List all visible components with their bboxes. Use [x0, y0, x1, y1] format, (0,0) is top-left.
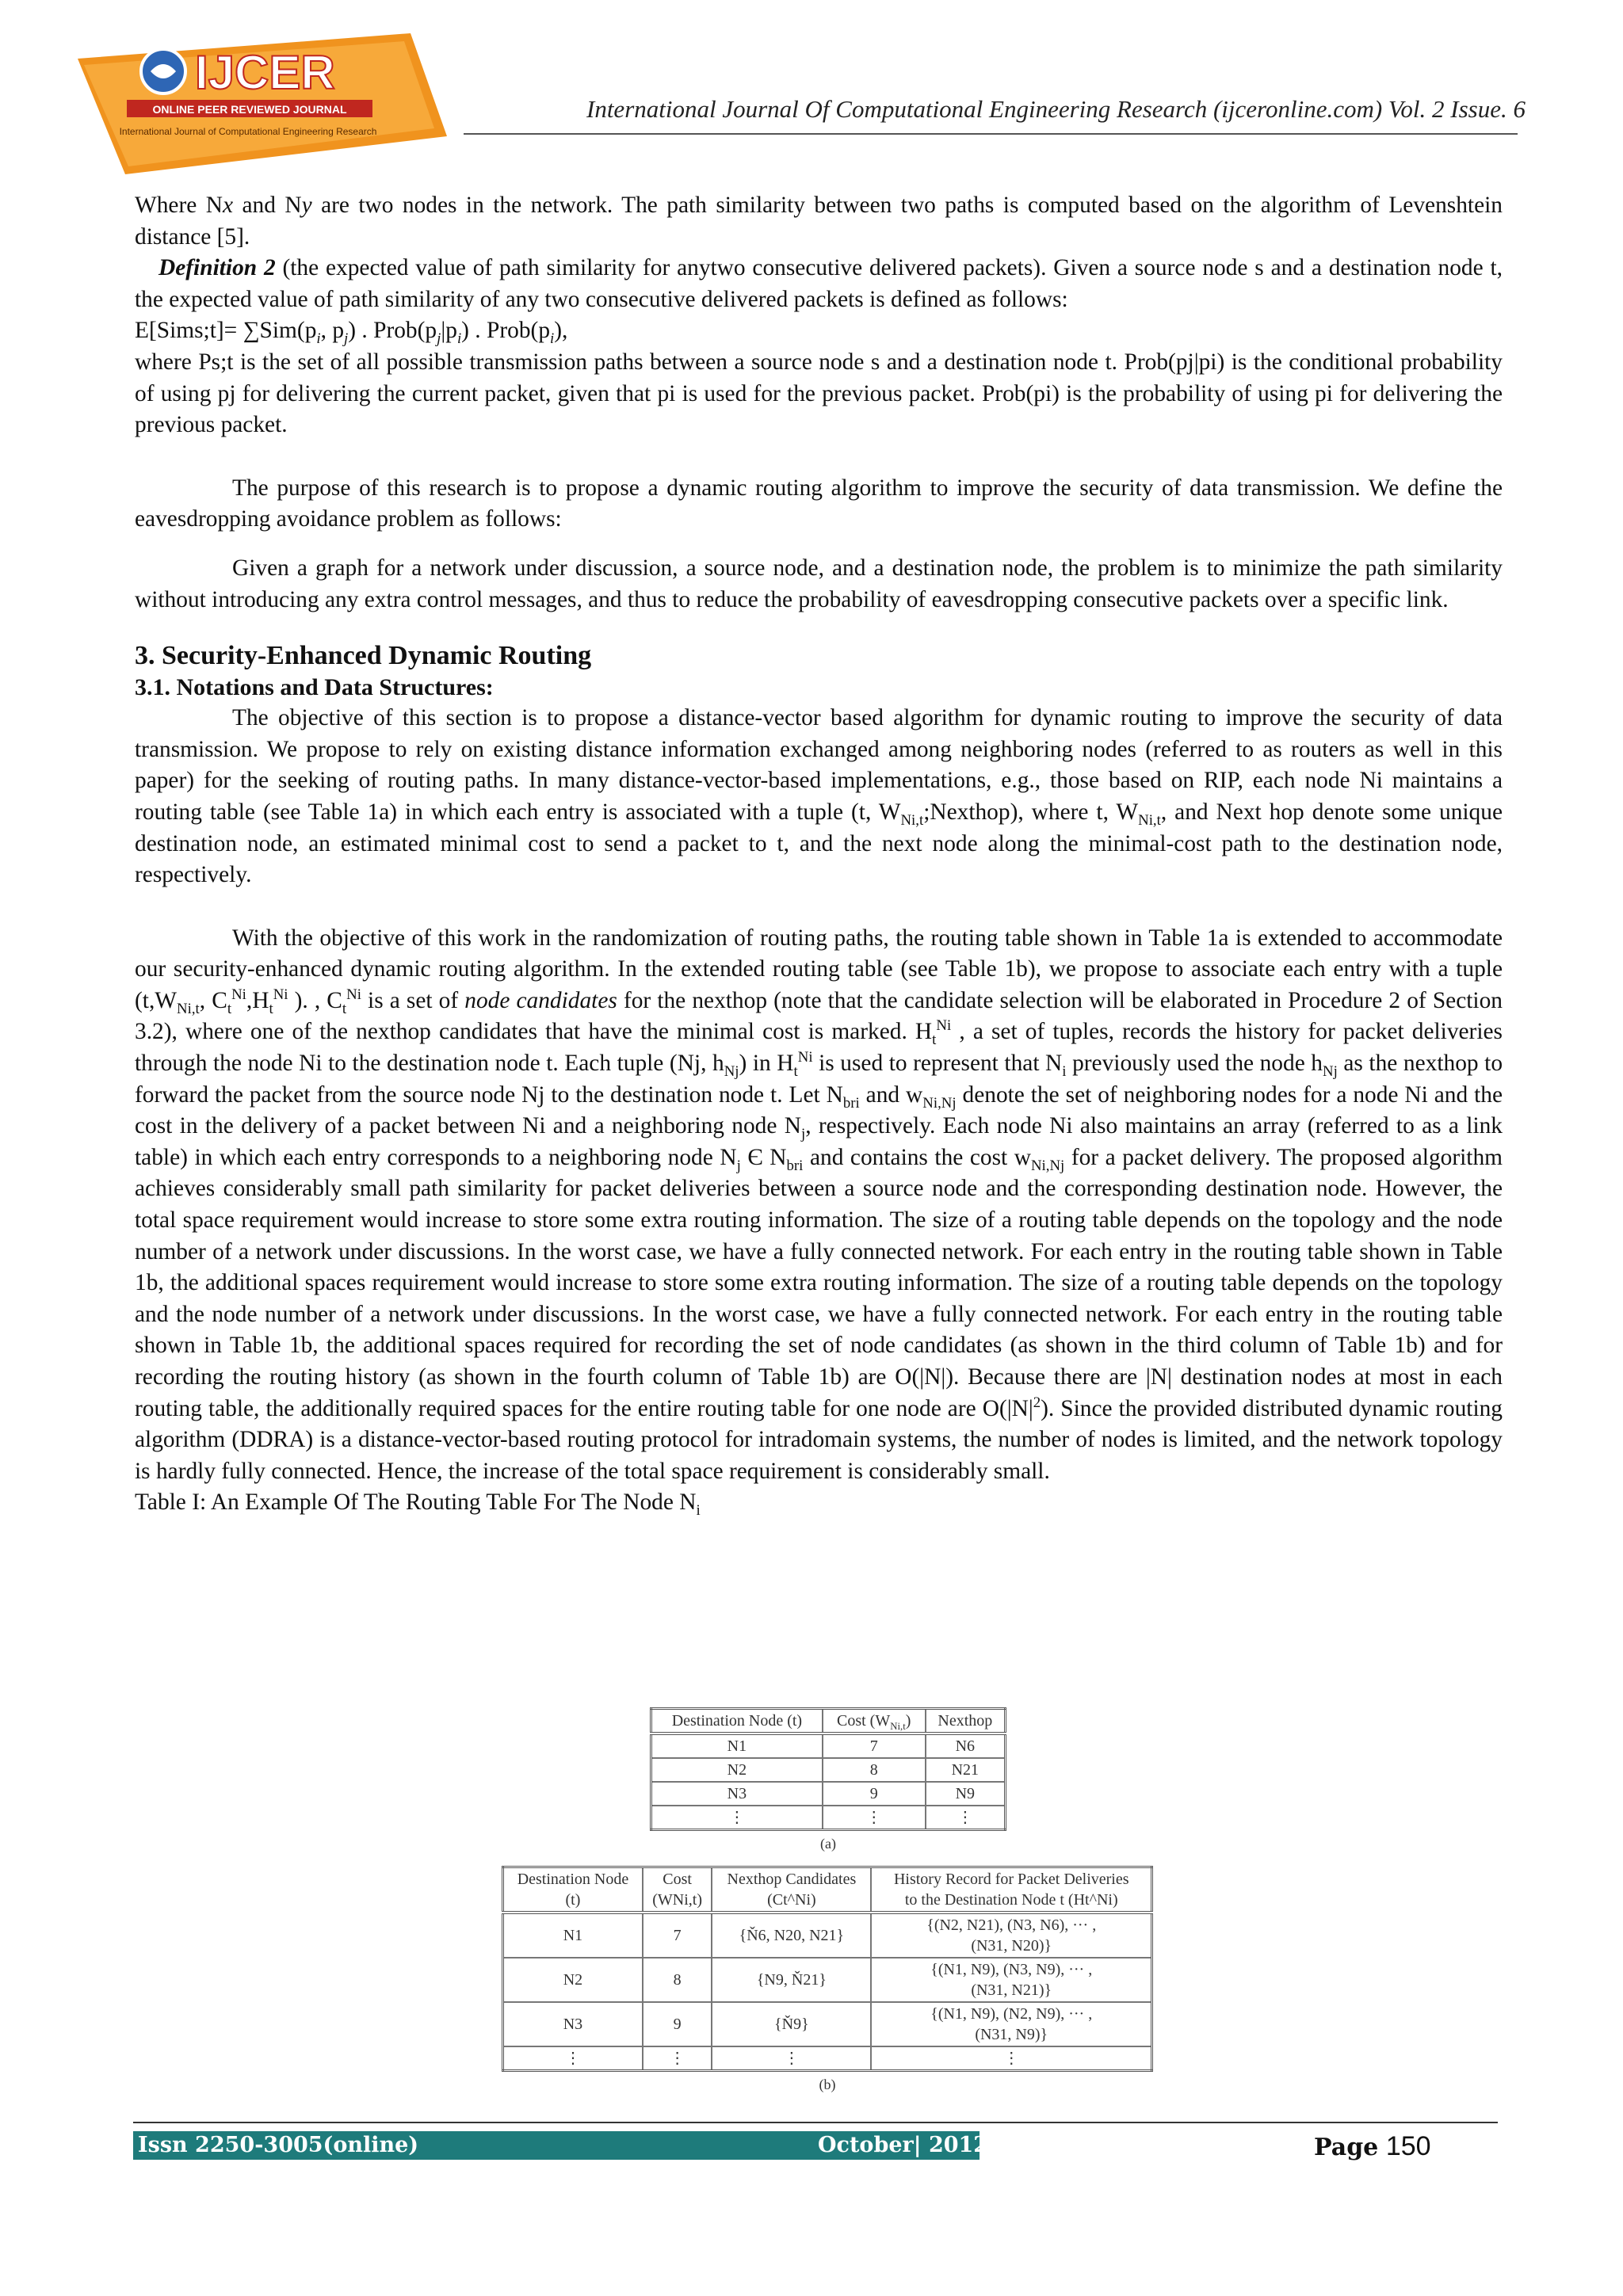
col-cost: Cost $(W_{Ni,t})$ — [823, 1709, 926, 1734]
paragraph-where: where Ps;t is the set of all possible transmission paths between a source node s and a destination node t. Prob(pj|pi) is the conditional probability of using pj for delivering the current packet, given that pi is used for the previous packet. Prob(pi) is the probability of using pi for delivering the previous packet. — [135, 349, 1503, 438]
subsection-title: 3.1. Notations and Data Structures: — [135, 674, 494, 701]
paragraph-problem: Given a graph for a network under discussion, a source node, and a destination node, the problem is to minimize the path similarity without introducing any extra control messages, and thus to reduce the probability of eavesdropping consecutive packets over a specific link. — [135, 555, 1503, 612]
table-caption: Table I: An Example Of The Routing Table For The Node $N_i$ — [135, 1489, 701, 1520]
logo-text: IJCER — [195, 46, 335, 99]
footer-issn: Issn 2250-3005(online) — [138, 2133, 419, 2157]
table-row: N2 8 N21 — [651, 1758, 1006, 1782]
col-history-record: History Record for Packet Deliveries to the Destination Node t (Ht^Ni) — [871, 1867, 1151, 1913]
equation: E[Sims;t]= $\sum Sim(p_i$, $p_j$) . $Prob(p_j|p_i)$ . $Prob(p_i)$, — [135, 318, 568, 348]
definition-label: Definition 2 — [158, 255, 276, 281]
paragraph-purpose: The purpose of this research is to propose a dynamic routing algorithm to improve the security of data transmission. We define the eavesdropping avoidance problem as follows: — [135, 475, 1503, 532]
table-b-label: (b) — [819, 2077, 836, 2092]
col-nexthop-candidates: Nexthop Candidates (Ct^Ni) — [712, 1867, 871, 1913]
col-destination: Destination Node (t) — [651, 1709, 823, 1734]
table-row: ⋮ ⋮ ⋮ — [651, 1806, 1006, 1830]
paragraph-objective: The objective of this section is to propose a distance-vector based algorithm for dynamic routing to improve the security of data transmission. We propose to rely on existing distance information exchanged among neighboring nodes (referred to as routers as well in this paper) for the seeking of routing paths. In many distance-vector-based implementations, e.g., those based on RIP, each node Ni maintains a routing table (see Table 1a) in which each entry is associated with a tuple (t, $W_{Ni,t};Nexthop$), where t, $W_{Ni,t}$, and Next hop denote some unique destination node, an estimated minimal cost to send a packet to t, and the next node along the minimal-cost path to the destination node, respectively. — [135, 705, 1503, 888]
paragraph-randomization: With the objective of this work in the randomization of routing paths, the routing table shown in Table 1a is extended to accommodate our security-enhanced dynamic routing algorithm. In the extended routing table (see Table 1b), we propose to associate each entry with a tuple ($t,W_{Ni,t}$, $C_t^{Ni},H_t^{Ni}$ ). , $C_t^{Ni}$ is a set of node candidates for the nexthop (note that the candidate selection will be elaborated in Procedure 2 of Section 3.2), where one of the nexthop candidates that have the minimal cost is marked. $H_t^{Ni}$ , a set of tuples, records the history for packet deliveries through the node Ni to the destination node t. Each tuple (Nj, $h_{Nj}$) in $H_t^{Ni}$ is used to represent that $N_i$ previously used the node $h_{Nj}$ as the nexthop to forward the packet from the source node Nj to the destination node t. Let $N_{bri}$ and $w_{Ni,Nj}$ denote the set of neighboring nodes for a node Ni and the cost in the delivery of a packet between Ni and a neighboring node $N_j$, respectively. Each node Ni also maintains an array (referred to as a link table) in which each entry corresponds to a neighboring node $N_j$ Є $N_{bri}$ and contains the cost $w_{Ni,Nj}$ for a packet delivery. The proposed algorithm achieves considerably small path similarity for packet deliveries between a source node and the corresponding destination node. However, the total space requirement would increase to store some extra routing information. The size of a routing table depends on the topology and the node number of a network under discussions. In the worst case, we have a fully connected network. For each entry in the routing table shown in Table 1b, the additional spaces requirement would increase to store some extra routing information. The size of a routing table depends on the topology and the node number of a network under discussions. In the worst case, we have a fully connected network. For each entry in the routing table shown in Table 1b, the additional spaces required for recording the set of node candidates (as shown in the third column of Table 1b) and for recording the routing history (as shown in the fourth column of Table 1b) are O(|N|). Because there are |N| destination nodes at most in each routing table, the additionally required spaces for the entire routing table for one node are $O(|N|^2)$. Since the provided distributed dynamic routing algorithm (DDRA) is a distance-vector-based routing protocol for intradomain systems, the number of nodes is limited, and the network topology is hardly fully connected. Hence, the increase of the total space requirement is considerably small. — [135, 925, 1503, 1484]
table-a-label: (a) — [820, 1836, 836, 1852]
col-nexthop: Nexthop — [926, 1709, 1006, 1734]
footer-divider — [133, 2122, 1498, 2123]
logo-banner: ONLINE PEER REVIEWED JOURNAL — [152, 103, 347, 116]
table-row: N1 7 N6 — [651, 1733, 1006, 1758]
header-divider — [464, 133, 1518, 135]
table-row: N3 9 N9 — [651, 1782, 1006, 1806]
routing-table-b — [502, 1866, 1153, 2093]
logo-subtitle: International Journal of Computational Engineering Research — [119, 126, 377, 137]
page-number: Page 150 — [1314, 2131, 1431, 2161]
table-row: N3 9 {Ň9} {(N1, N9), (N2, N9), ··· , (N31, N9)} — [503, 2002, 1152, 2046]
journal-logo — [78, 33, 447, 174]
paragraph-nodes: Where Nx and Ny are two nodes in the network. The path similarity between two paths is computed based on the algorithm of Levenshtein distance [5]. — [135, 193, 1503, 250]
footer-date: October| 2012 — [818, 2133, 989, 2157]
article-body — [135, 190, 1503, 1519]
journal-header: International Journal Of Computational Engineering Research (ijceronline.com) Vol. 2 Issue. 6 — [586, 95, 1526, 123]
table-row: N1 7 {Ň6, N20, N21} {(N2, N21), (N3, N6), ··· , (N31, N20)} — [503, 1913, 1152, 1958]
col-cost: Cost (WNi,t) — [643, 1867, 712, 1913]
definition-2: Definition 2 (the expected value of path similarity for anytwo consecutive delivered packets). Given a source node s and a destination node t, the expected value of path similarity of any two consecutive delivered packets is defined as follows: — [135, 255, 1503, 312]
table-row: ⋮ ⋮ ⋮ ⋮ — [503, 2046, 1152, 2071]
table-row: N2 8 {N9, Ň21} {(N1, N9), (N3, N9), ··· , (N31, N21)} — [503, 1958, 1152, 2002]
section-title: 3. Security-Enhanced Dynamic Routing — [135, 641, 592, 671]
col-destination: Destination Node (t) — [503, 1867, 643, 1913]
routing-table-a — [650, 1707, 1006, 1852]
